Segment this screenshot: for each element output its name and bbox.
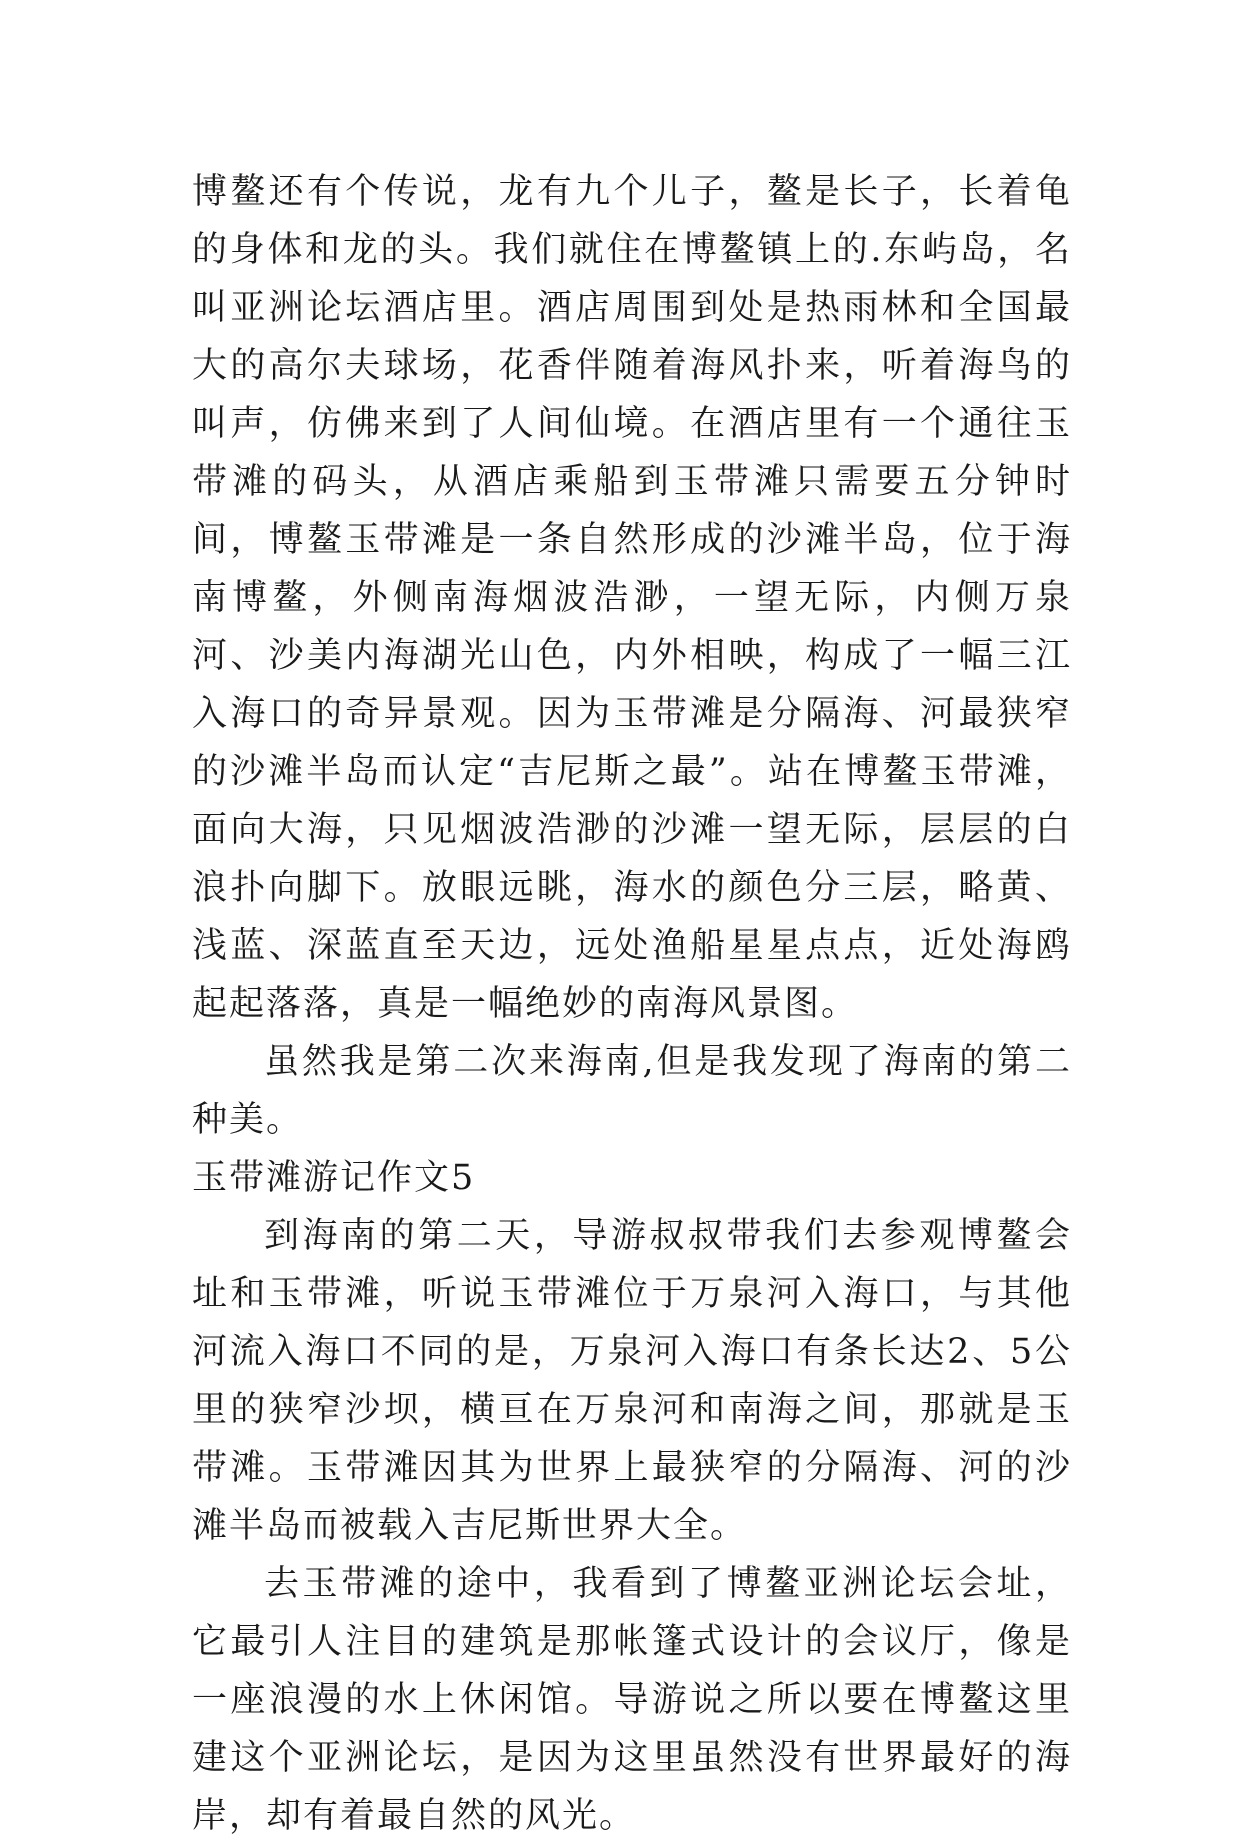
document-body xyxy=(192,163,1072,1845)
paragraph-4: 去玉带滩的途中，我看到了博鳌亚洲论坛会址，它最引人注目的建筑是那帐篷式设计的会议厅，像是一座浪漫的水上休闲馆。导游说之所以要在博鳌这里建这个亚洲论坛，是因为这里虽然没有世界最好的海岸，却有着最自然的风光。 xyxy=(192,1564,1072,1836)
paragraph-1: 博鳌还有个传说，龙有九个儿子，鳌是长子，长着龟的身体和龙的头。我们就住在博鳌镇上的.东屿岛，名叫亚洲论坛酒店里。酒店周围到处是热雨林和全国最大的高尔夫球场，花香伴随着海风扑来，听着海鸟的叫声，仿佛来到了人间仙境。在酒店里有一个通往玉带滩的码头，从酒店乘船到玉带滩只需要五分钟时间，博鳌玉带滩是一条自然形成的沙滩半岛，位于海南博鳌，外侧南海烟波浩渺，一望无际，内侧万泉河、沙美内海湖光山色，内外相映，构成了一幅三江入海口的奇异景观。因为玉带滩是分隔海、河最狭窄的沙滩半岛而认定“吉尼斯之最”。站在博鳌玉带滩，面向大海，只见烟波浩渺的沙滩一望无际，层层的白浪扑向脚下。放眼远眺，海水的颜色分三层，略黄、浅蓝、深蓝直至天边，远处渔船星星点点，近处海鸥起起落落，真是一幅绝妙的南海风景图。 xyxy=(192,172,1072,1024)
section-title: 玉带滩游记作文5 xyxy=(192,1158,476,1198)
paragraph-2: 虽然我是第二次来海南,但是我发现了海南的第二种美。 xyxy=(192,1042,1072,1140)
paragraph-3: 到海南的第二天，导游叔叔带我们去参观博鳌会址和玉带滩，听说玉带滩位于万泉河入海口，与其他河流入海口不同的是，万泉河入海口有条长达2、5公里的狭窄沙坝，横亘在万泉河和南海之间，那就是玉带滩。玉带滩因其为世界上最狭窄的分隔海、河的沙滩半岛而被载入吉尼斯世界大全。 xyxy=(192,1216,1072,1546)
